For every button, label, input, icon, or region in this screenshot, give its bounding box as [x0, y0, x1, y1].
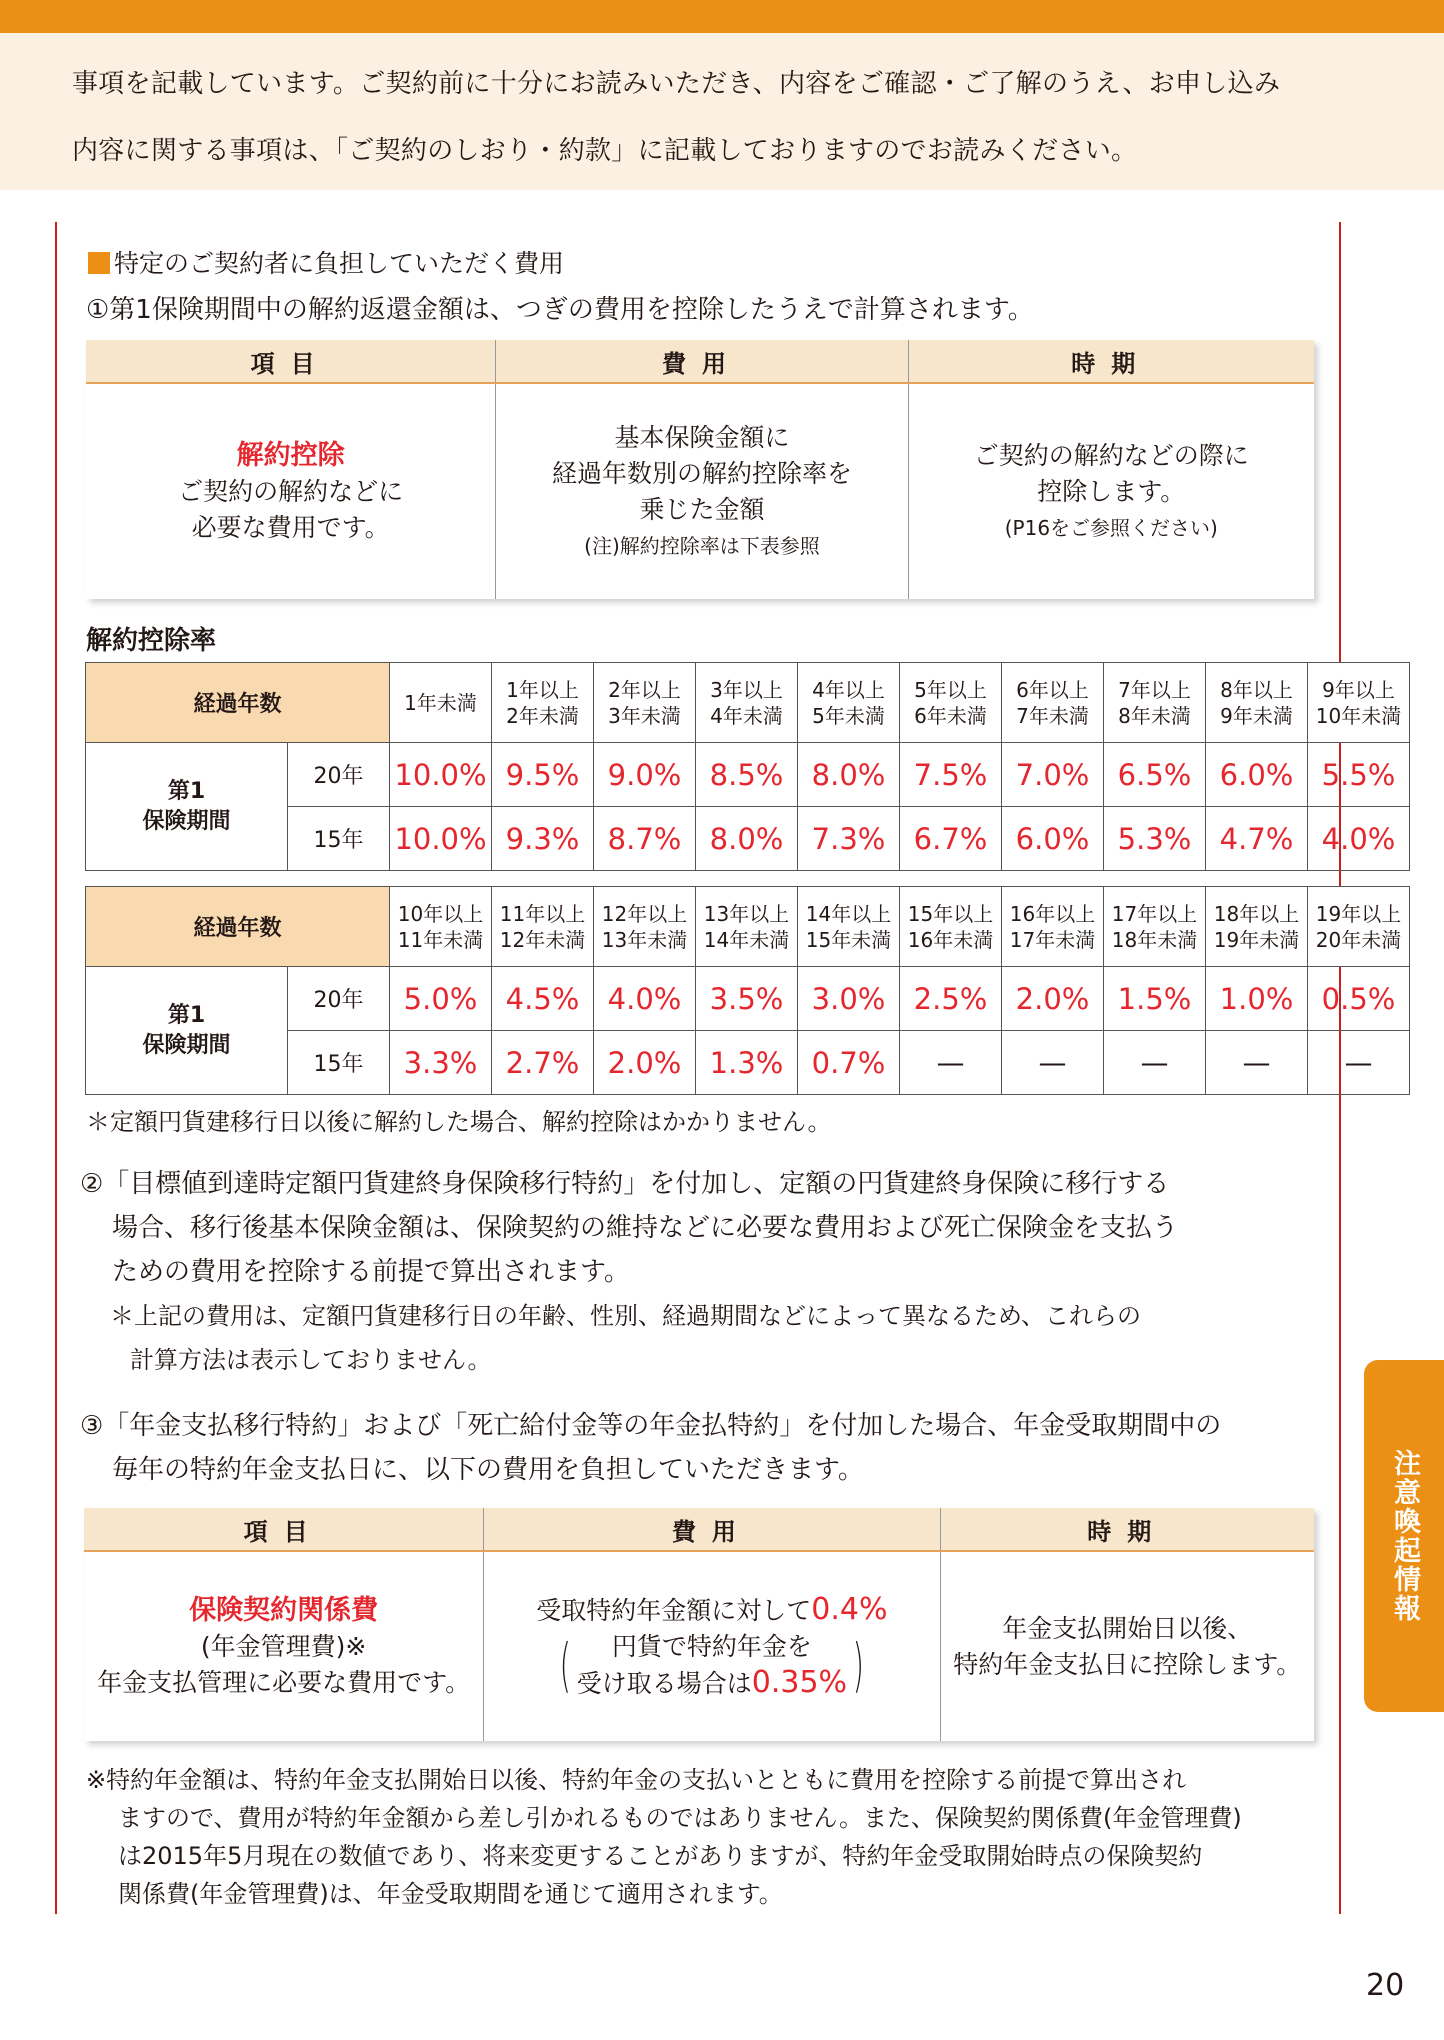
- fee2-timing-cell: [940, 1551, 1314, 1741]
- rate2-year-5: 15年以上 16年未満: [900, 887, 1002, 967]
- rate2-year-3: 13年以上 14年未満: [696, 887, 798, 967]
- rate1-year-4: 4年以上 5年未満: [798, 663, 900, 743]
- fee2-cost-paren-group: [485, 1629, 938, 1702]
- rate2-year-2: 12年以上 13年未満: [594, 887, 696, 967]
- rate2-year-4: 14年以上 15年未満: [798, 887, 900, 967]
- rate2-value-20年-2: 4.0%: [594, 967, 696, 1031]
- fee1-timing-cell: [908, 383, 1314, 599]
- fee2-cost-cell: [484, 1551, 940, 1741]
- rate2-value-20年-8: 1.0%: [1206, 967, 1308, 1031]
- rate2-year-0: 10年以上 11年未満: [390, 887, 492, 967]
- footnote-line-1: ※特約年金額は、特約年金支払開始日以後、特約年金の支払いとともに費用を控除する前提で算出され: [86, 1766, 1187, 1794]
- rate-note: ＊定額円貨建移行日以後に解約した場合、解約控除はかかりません。: [86, 1108, 832, 1136]
- rate2-value-15年-0: 3.3%: [390, 1031, 492, 1095]
- fee1-item-name: 解約控除: [236, 439, 345, 471]
- rate1-value-15年-1: 9.3%: [492, 807, 594, 871]
- rate1-value-15年-7: 5.3%: [1104, 807, 1206, 871]
- rate2-value-20年-9: 0.5%: [1308, 967, 1410, 1031]
- rate1-value-20年-4: 8.0%: [798, 743, 900, 807]
- rate1-year-6: 6年以上 7年未満: [1002, 663, 1104, 743]
- item2-line-1: ②「目標値到達時定額円貨建終身保険移行特約」を付加し、定額の円貨建終身保険に移行する: [80, 1169, 1170, 1199]
- rate1-value-15年-0: 10.0%: [390, 807, 492, 871]
- rate2-year-1: 11年以上 12年未満: [492, 887, 594, 967]
- rate1-group: 第1 保険期間: [86, 743, 288, 871]
- rate2-group: 第1 保険期間: [86, 967, 288, 1095]
- item3-line-2: 毎年の特約年金支払日に、以下の費用を負担していただきます。: [112, 1455, 864, 1485]
- page-number: 20: [1366, 1968, 1405, 2003]
- fee1-timing-note: (P16をご参照ください): [1004, 515, 1218, 540]
- item2-note-1: ＊上記の費用は、定額円貨建移行日の年齢、性別、経過期間などによって異なるため、これらの: [110, 1302, 1142, 1330]
- rate2-value-20年-0: 5.0%: [390, 967, 492, 1031]
- section-title: 特定のご契約者に負担していただく費用: [88, 244, 564, 280]
- rate1-year-8: 8年以上 9年未満: [1206, 663, 1308, 743]
- rate1-year-2: 2年以上 3年未満: [594, 663, 696, 743]
- fee2-item-name: 保険契約関係費: [189, 1594, 379, 1626]
- rate1-value-20年-0: 10.0%: [390, 743, 492, 807]
- rate2-value-15年-9: —: [1308, 1031, 1410, 1095]
- rate1-value-20年-3: 8.5%: [696, 743, 798, 807]
- rate2-value-20年-6: 2.0%: [1002, 967, 1104, 1031]
- fee2-header-item: 項目: [84, 1508, 484, 1551]
- rate1-header: 経過年数: [86, 663, 390, 743]
- fee-table-1: [86, 340, 1314, 599]
- item2-line-2: 場合、移行後基本保険金額は、保険契約の維持などに必要な費用および死亡保険金を支払う: [112, 1213, 1179, 1243]
- rate2-term-20: 20年: [288, 967, 390, 1031]
- fee2-header-timing: 時期: [940, 1508, 1314, 1551]
- fee2-item-desc: 年金支払管理に必要な費用です。: [97, 1667, 471, 1697]
- fee1-cost-2: 経過年数別の解約控除率を: [551, 458, 852, 488]
- rate2-value-20年-3: 3.5%: [696, 967, 798, 1031]
- rate2-value-15年-6: —: [1002, 1031, 1104, 1095]
- fee1-cost-1: 基本保険金額に: [614, 422, 790, 452]
- rate2-term-15: 15年: [288, 1031, 390, 1095]
- rate1-value-20年-1: 9.5%: [492, 743, 594, 807]
- fee1-cost-cell: [496, 383, 908, 599]
- fee2-header-cost: 費用: [484, 1508, 940, 1551]
- rate1-value-15年-9: 4.0%: [1308, 807, 1410, 871]
- fee2-item-cell: [84, 1551, 484, 1741]
- rate1-term-15: 15年: [288, 807, 390, 871]
- fee2-item-sub: (年金管理費)※: [200, 1631, 367, 1661]
- item1-heading: ①第1保険期間中の解約返還金額は、つぎの費用を控除したうえで計算されます。: [86, 295, 1034, 325]
- rate1-value-20年-2: 9.0%: [594, 743, 696, 807]
- rate2-value-15年-5: —: [900, 1031, 1002, 1095]
- rate1-year-1: 1年以上 2年未満: [492, 663, 594, 743]
- rate1-year-3: 3年以上 4年未満: [696, 663, 798, 743]
- fee1-header-cost: 費用: [496, 340, 908, 383]
- rate1-year-0: 1年未満: [390, 663, 492, 743]
- item3-line-1: ③「年金支払移行特約」および「死亡給付金等の年金払特約」を付加した場合、年金受取期間中の: [80, 1411, 1222, 1441]
- side-tab[interactable]: 注意喚起情報: [1364, 1360, 1444, 1712]
- rate-table-1: [85, 662, 1410, 871]
- fee1-header-timing: 時期: [908, 340, 1314, 383]
- fee1-timing-1: ご契約の解約などの際に: [973, 440, 1249, 470]
- rate2-year-7: 17年以上 18年未満: [1104, 887, 1206, 967]
- rate2-value-15年-7: —: [1104, 1031, 1206, 1095]
- item2-line-3: ための費用を控除する前提で算出されます。: [112, 1257, 630, 1287]
- rate1-value-15年-3: 8.0%: [696, 807, 798, 871]
- fee1-item-desc-1: ご契約の解約などに: [178, 476, 404, 506]
- rate2-header: 経過年数: [86, 887, 390, 967]
- fee2-cost-3: 受け取る場合は0.35%: [576, 1664, 848, 1700]
- rate1-year-7: 7年以上 8年未満: [1104, 663, 1206, 743]
- footnote-line-3: は2015年5月現在の数値であり、将来変更することがありますが、特約年金受取開始時点の保険契約: [118, 1842, 1203, 1870]
- left-rule: [55, 222, 57, 1914]
- rate-title: 解約控除率: [86, 626, 217, 656]
- rate2-value-20年-5: 2.5%: [900, 967, 1002, 1031]
- rate2-value-15年-3: 1.3%: [696, 1031, 798, 1095]
- rate1-value-20年-8: 6.0%: [1206, 743, 1308, 807]
- rate1-term-20: 20年: [288, 743, 390, 807]
- notice-line-1: 事項を記載しています。ご契約前に十分にお読みいただき、内容をご確認・ご了解のうえ、お申し込み: [72, 69, 1281, 99]
- fee1-timing-2: 控除します。: [1037, 476, 1186, 506]
- rate1-value-15年-2: 8.7%: [594, 807, 696, 871]
- rate2-year-8: 18年以上 19年未満: [1206, 887, 1308, 967]
- rate2-value-15年-8: —: [1206, 1031, 1308, 1095]
- rate2-value-15年-1: 2.7%: [492, 1031, 594, 1095]
- rate-table-2: [85, 886, 1410, 1095]
- item2-note-2: 計算方法は表示しておりません。: [130, 1346, 492, 1374]
- top-bar: [0, 0, 1444, 33]
- notice-box: [0, 33, 1444, 190]
- rate1-value-15年-4: 7.3%: [798, 807, 900, 871]
- footnote-line-4: 関係費(年金管理費)は、年金受取期間を通じて適用されます。: [118, 1880, 783, 1908]
- fee2-timing-1: 年金支払開始日以後、: [1002, 1613, 1253, 1643]
- fee1-item-desc-2: 必要な費用です。: [191, 512, 390, 542]
- rate1-value-20年-5: 7.5%: [900, 743, 1002, 807]
- rate1-value-20年-7: 6.5%: [1104, 743, 1206, 807]
- rate1-year-9: 9年以上 10年未満: [1308, 663, 1410, 743]
- fee1-cost-3: 乗じた金額: [639, 494, 765, 524]
- fee1-item-cell: [86, 383, 496, 599]
- rate2-year-9: 19年以上 20年未満: [1308, 887, 1410, 967]
- rate1-value-20年-9: 5.5%: [1308, 743, 1410, 807]
- rate1-value-15年-6: 6.0%: [1002, 807, 1104, 871]
- fee2-cost-1: 受取特約年金額に対して0.4%: [536, 1591, 888, 1627]
- orange-square-icon: [88, 252, 110, 274]
- rate1-value-15年-5: 6.7%: [900, 807, 1002, 871]
- fee1-cost-note: (注)解約控除率は下表参照: [584, 533, 820, 558]
- rate2-value-20年-1: 4.5%: [492, 967, 594, 1031]
- rate1-value-20年-6: 7.0%: [1002, 743, 1104, 807]
- rate2-value-15年-2: 2.0%: [594, 1031, 696, 1095]
- fee2-timing-2: 特約年金支払日に控除します。: [953, 1649, 1302, 1679]
- rate2-value-20年-4: 3.0%: [798, 967, 900, 1031]
- fee-table-2: [84, 1508, 1314, 1741]
- rate1-year-5: 5年以上 6年未満: [900, 663, 1002, 743]
- fee2-cost-2: 円貨で特約年金を: [611, 1631, 812, 1661]
- rate2-value-20年-7: 1.5%: [1104, 967, 1206, 1031]
- right-paren: ): [852, 1631, 865, 1699]
- footnote-line-2: ますので、費用が特約年金額から差し引かれるものではありません。また、保険契約関係費(年金管理費): [118, 1804, 1242, 1832]
- left-paren: (: [559, 1631, 572, 1699]
- fee1-header-item: 項目: [86, 340, 496, 383]
- rate2-year-6: 16年以上 17年未満: [1002, 887, 1104, 967]
- rate2-value-15年-4: 0.7%: [798, 1031, 900, 1095]
- rate1-value-15年-8: 4.7%: [1206, 807, 1308, 871]
- notice-line-2: 内容に関する事項は、「ご契約のしおり・約款」に記載しておりますのでお読みください。: [72, 136, 1138, 166]
